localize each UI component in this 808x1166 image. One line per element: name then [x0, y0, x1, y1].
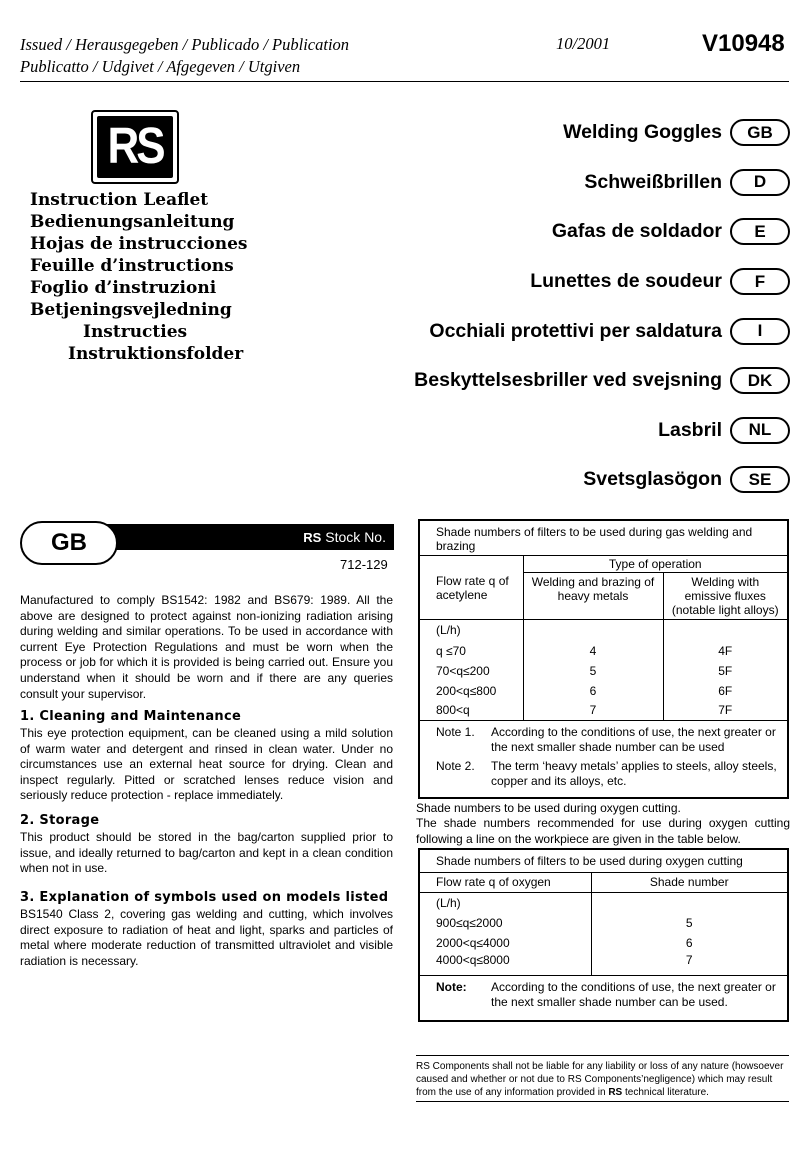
table-cell: 6F [663, 681, 788, 701]
table-row [419, 933, 788, 953]
disclaimer-text-end: technical literature. [622, 1087, 709, 1098]
issued-label [20, 34, 349, 78]
leaflet-title: Hojas de instrucciones [30, 234, 248, 254]
product-name: Lunettes de soudeur [530, 270, 722, 293]
product-name: Lasbril [658, 418, 722, 441]
section-text: BS1540 Class 2, covering gas welding and cutting, which involves direct exposure to radiation of heat and light, sparks and particles of metal where moderate reduction of transmitted ultraviolet and visible radiation is necessary. [20, 907, 393, 968]
product-name: Beskyttelsesbriller ved svejsning [414, 369, 722, 392]
table-notes [419, 721, 788, 799]
table-cell: 4F [663, 641, 788, 661]
table-cell: 7 [591, 953, 788, 975]
issue-date: 10/2001 [556, 34, 611, 53]
leaflet-title: Instruction Leaflet [30, 190, 209, 210]
table-header: Flow rate q of acetylene [436, 573, 509, 602]
table-cell: 7F [663, 701, 788, 721]
oxygen-cutting-table [418, 848, 789, 1022]
footer-divider [416, 1101, 789, 1102]
table-row [419, 661, 788, 681]
product-row [414, 455, 790, 505]
product-row [414, 356, 790, 406]
table-cell: (L/h) [436, 623, 461, 638]
footer-divider [416, 1055, 789, 1056]
intro-paragraph: Manufactured to comply BS1542: 1982 and BS679: 1989. All the above are designed to protect against non-ionizing radiation arising during welding and similar operations. To be used in accordance with current Eye Protection Regulations and must be worn when the process or job for which it is provided is being carried out. Ensure you understand when it should be worn and if there are any queries consult your supervisor. [20, 593, 393, 701]
product-name: Occhiali protettivi per saldatura [429, 319, 722, 342]
table-cell: 7 [523, 701, 663, 721]
table-row [419, 681, 788, 701]
note-label: Note 1. [436, 725, 475, 739]
language-badge: E [730, 218, 790, 245]
leaflet-title: Betjeningsvejledning [30, 300, 232, 320]
table-cell: 900≤q≤2000 [436, 916, 503, 930]
table-cell: 4 [523, 641, 663, 661]
table-cell: 5F [663, 661, 788, 681]
product-row [414, 207, 790, 257]
section-text: This product should be stored in the bag/carton supplied prior to issue, and ideally returned to bag/carton and kept in a clean condition when not in use. [20, 830, 393, 876]
leaflet-title: Instruktionsfolder [68, 344, 244, 364]
table-cell: 5 [591, 913, 788, 933]
liability-disclaimer [416, 1060, 789, 1099]
language-badge: SE [730, 466, 790, 493]
table-row [419, 913, 788, 933]
leaflet-title: Instructies [83, 322, 188, 342]
note-text: The term ‘heavy metals’ applies to steels, alloy steels, copper and its alloys, etc. [491, 759, 777, 788]
document-code: V10948 [702, 30, 785, 57]
note-label: Note: [436, 979, 467, 994]
product-name: Gafas de soldador [551, 220, 722, 243]
table-cell: 800<q [436, 703, 470, 718]
table-cell: 5 [523, 661, 663, 681]
issued-line-1: Issued / Herausgegeben / Publicado / Publication [20, 35, 350, 54]
rs-logo-text: RS [107, 118, 163, 175]
language-badge: NL [730, 417, 790, 444]
section-heading: 1. Cleaning and Maintenance [20, 709, 242, 724]
table-caption: Shade numbers of filters to be used during gas welding and brazing [436, 525, 753, 553]
product-name: Svetsglasögon [583, 468, 722, 491]
disclaimer-text: RS Components shall not be liable for any liability or loss of any nature (howsoever caused and whether or not due to RS Components’negligence) which may result from the use of any information provided in [416, 1061, 784, 1098]
table-header: Type of operation [523, 556, 788, 573]
table-caption: Shade numbers of filters to be used during oxygen cutting [436, 853, 743, 868]
issued-line-2: Publicatto / Udgivet / Afgegeven / Utgiven [20, 57, 301, 76]
gas-welding-table [418, 519, 789, 799]
product-row [414, 306, 790, 356]
product-row [414, 257, 790, 307]
product-name: Welding Goggles [563, 121, 722, 144]
leaflet-title: Foglio d’instruzioni [30, 278, 217, 298]
table-cell: (L/h) [436, 895, 461, 910]
leaflet-title: Bedienungsanleitung [30, 212, 235, 232]
product-row [414, 158, 790, 208]
leaflet-title: Feuille d’instructions [30, 256, 234, 276]
language-badge: DK [730, 367, 790, 394]
header-divider [20, 81, 789, 82]
table-row [419, 953, 788, 975]
table-cell: q ≤70 [436, 643, 466, 658]
note-label: Note 2. [436, 759, 475, 773]
stock-label: Stock No. [325, 529, 386, 545]
table-note [436, 725, 779, 755]
table-row [419, 701, 788, 721]
leaflet-titles [30, 189, 260, 365]
table-cell: 70<q≤200 [436, 663, 490, 678]
note-text: According to the conditions of use, the next greater or the next smaller shade number can be used. [491, 979, 776, 1009]
table-header: Shade number [591, 872, 788, 892]
section-text: This eye protection equipment, can be cleaned using a mild solution of warm water and detergent and rinsed in clean water. Under no circumstances use an external heat source for drying. Clean and inspect regularly. Pitted or scratched lenses reduce vision and seriously reduce protection - replace immediately. [20, 726, 393, 803]
stock-number: 712-129 [340, 557, 388, 572]
table-header: Welding with emissive fluxes (notable light alloys) [663, 573, 788, 620]
product-row [414, 406, 790, 456]
language-badge: I [730, 318, 790, 345]
table-cell: 6 [523, 681, 663, 701]
product-row [414, 108, 790, 158]
table-cell: 4000<q≤8000 [436, 953, 510, 967]
product-name-list [414, 108, 790, 505]
table-cell: 200<q≤800 [436, 683, 497, 698]
rs-mark: RS [303, 529, 322, 545]
table-row [419, 641, 788, 661]
note-text: According to the conditions of use, the next greater or the next smaller shade number can be used [491, 725, 776, 754]
table-note [436, 759, 779, 789]
oxygen-intro-line: Shade numbers to be used during oxygen cutting. [416, 801, 681, 815]
rs-logo [91, 110, 179, 184]
gb-language-badge: GB [20, 521, 118, 565]
table-cell: 6 [591, 933, 788, 953]
language-badge: D [730, 169, 790, 196]
table-header: Flow rate q of oxygen [436, 875, 551, 889]
oxygen-cutting-intro [416, 801, 790, 847]
table-header: Welding and brazing of heavy metals [523, 573, 663, 620]
table-cell: 2000<q≤4000 [436, 936, 510, 950]
section-heading: 3. Explanation of symbols used on models listed [20, 890, 389, 905]
product-name: Schweißbrillen [584, 170, 722, 193]
table-note [419, 975, 788, 1021]
language-badge: F [730, 268, 790, 295]
rs-mark: RS [608, 1087, 623, 1098]
language-badge: GB [730, 119, 790, 146]
oxygen-intro-text: The shade numbers recommended for use during oxygen cutting following a line on the workpiece are given in the table below. [416, 816, 790, 846]
section-heading: 2. Storage [20, 813, 100, 828]
stock-number-bar [78, 524, 394, 550]
